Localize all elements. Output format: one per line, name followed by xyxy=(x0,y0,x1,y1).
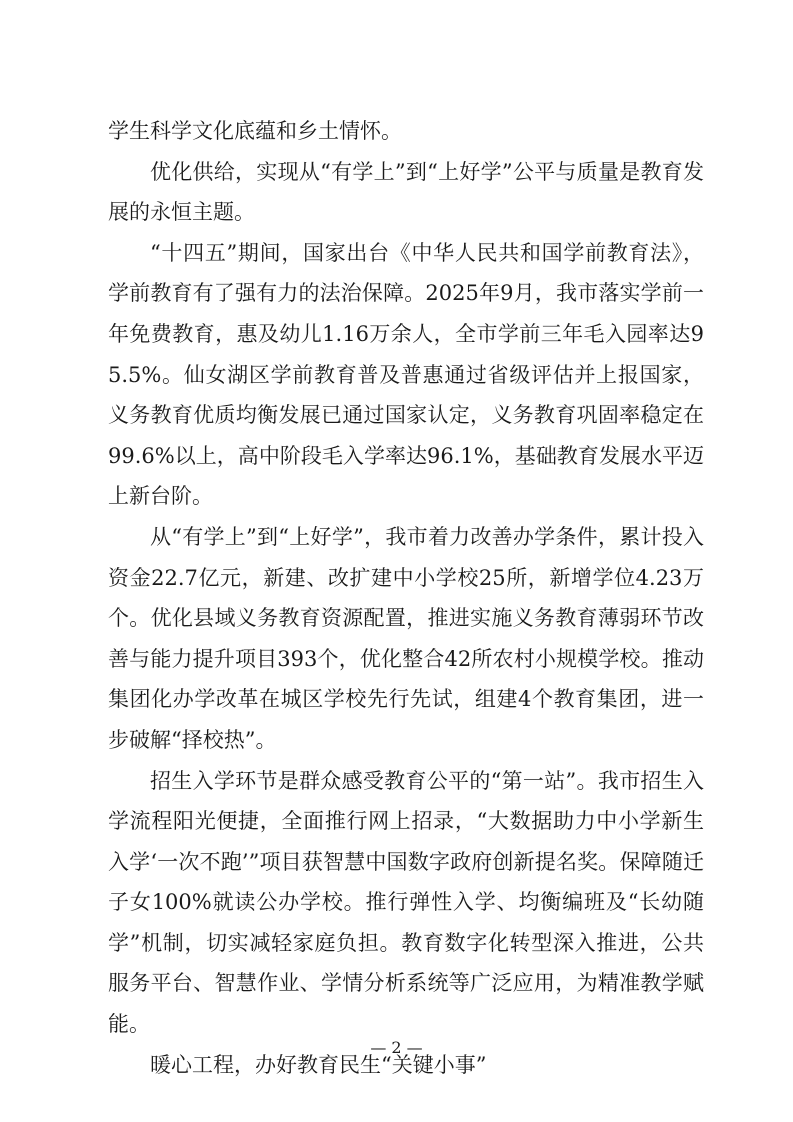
paragraph-heading-warm-project: 暖心工程，办好教育民生“关键小事” xyxy=(150,1052,487,1077)
document-body xyxy=(108,111,704,1085)
paragraph-continuation: 学生科学文化底蕴和乡土情怀。 xyxy=(108,119,402,143)
paragraph-preschool: “十四五”期间，国家出台《中华人民共和国学前教育法》，学前教育有了强有力的法治保障。2025年9月，我市落实学前一年免费教育，惠及幼儿1.16万余人，全市学前三年毛入园率达95.5%。仙女湖区学前教育普及普惠通过省级评估并上报国家，义务教育优质均衡发展已通过国家认定，义务教育巩固率稳定在99.6%以上，高中阶段毛入学率达96.1%，基础教育发展水平迈上新台阶。 xyxy=(108,240,704,509)
page-number: — 2 — xyxy=(370,1038,423,1057)
paragraph-school-conditions: 从“有学上”到“上好学”，我市着力改善办学条件，累计投入资金22.7亿元，新建、改扩建中小学校25所，新增学位4.23万个。优化县域义务教育资源配置，推进实施义务教育薄弱环节改善与能力提升项目393个，优化整合42所农村小规模学校。推动集团化办学改革在城区学校先行先试，组建4个教育集团，进一步破解“择校热”。 xyxy=(108,524,704,752)
paragraph-enrollment: 招生入学环节是群众感受教育公平的“第一站”。我市招生入学流程阳光便捷，全面推行网上招录，“大数据助力中小学新生入学‘一次不跑’”项目获智慧中国数字政府创新提名奖。保障随迁子女100%就读公办学校。推行弹性入学、均衡编班及“长幼随学”机制，切实减轻家庭负担。教育数字化转型深入推进，公共服务平台、智慧作业、学情分析系统等广泛应用，为精准教学赋能。 xyxy=(108,768,704,1037)
paragraph-heading-supply: 优化供给，实现从“有学上”到“上好学”公平与质量是教育发展的永恒主题。 xyxy=(108,159,704,225)
